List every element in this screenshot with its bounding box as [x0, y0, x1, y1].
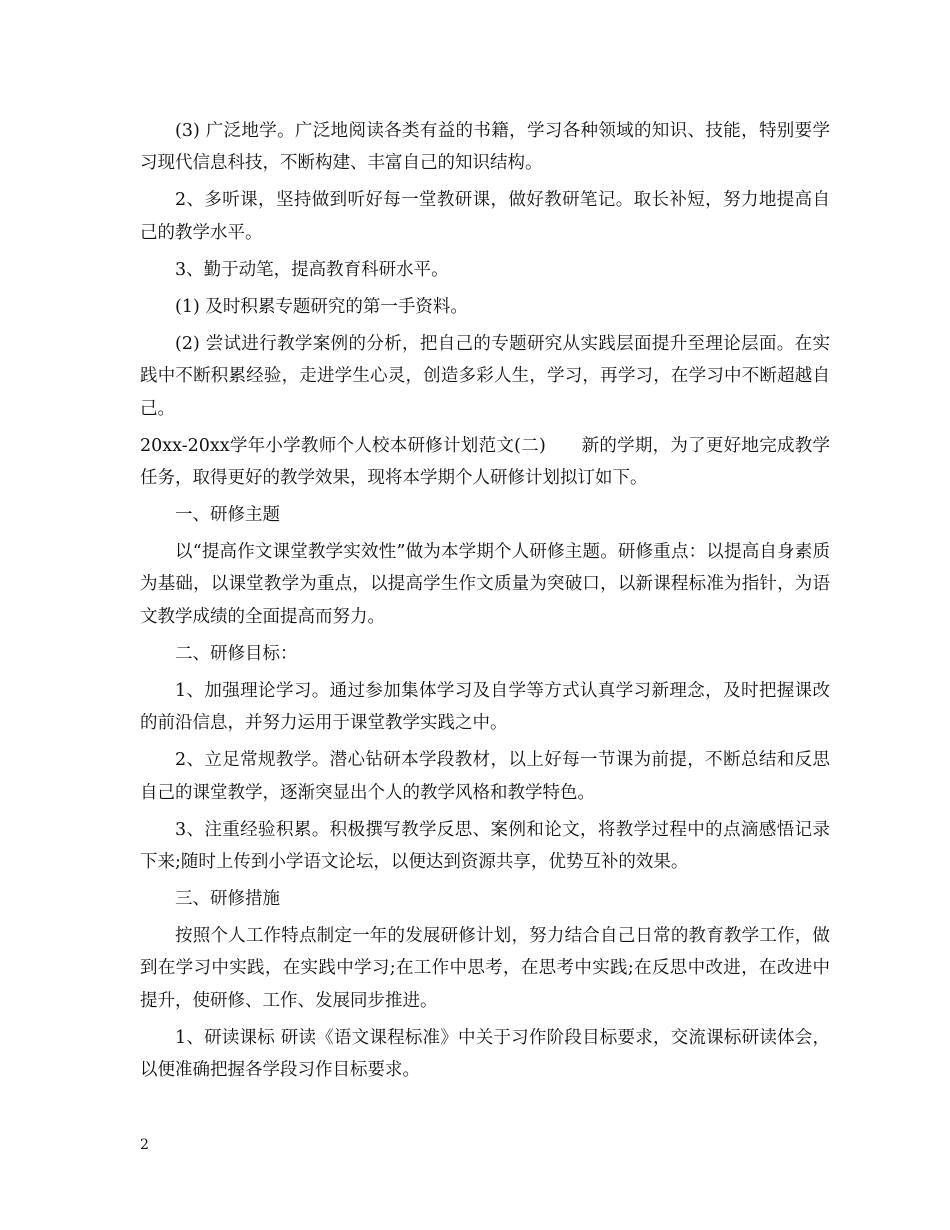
paragraph: 1、加强理论学习。通过参加集体学习及自学等方式认真学习新理念，及时把握课改的前沿信息，并努力运用于课堂教学实践之中。	[140, 680, 830, 734]
paragraph: 以“提高作文课堂教学实效性”做为本学期个人研修主题。研修重点：以提高自身素质为基础，以课堂教学为重点，以提高学生作文质量为突破口，以新课程标准为指针，为语文教学成绩的全面提高而努力。	[140, 542, 830, 627]
paragraph: 3、注重经验积累。积极撰写教学反思、案例和论文，将教学过程中的点滴感悟记录下来;随时上传到小学语文论坛，以便达到资源共享，优势互补的效果。	[140, 819, 830, 873]
paragraph: 二、研修目标：	[175, 643, 298, 664]
paragraph: 一、研修主题	[175, 505, 280, 526]
paragraph: 2、立足常规教学。潜心钻研本学段教材，以上好每一节课为前提，不断总结和反思自己的课堂教学，逐渐突显出个人的教学风格和教学特色。	[140, 750, 830, 803]
paragraph: 三、研修措施	[175, 889, 280, 910]
paragraph: 3、勤于动笔，提高教育科研水平。	[175, 259, 449, 280]
paragraph: (3) 广泛地学。广泛地阅读各类有益的书籍，学习各种领域的知识、技能，特别要学习现代信息科技，不断构建、丰富自己的知识结构。	[140, 121, 830, 174]
document-body	[140, 115, 830, 1091]
paragraph: 1、研读课标 研读《语文课程标准》中关于习作阶段目标要求，交流课标研读体会，以便准确把握各学段习作目标要求。	[140, 1027, 830, 1081]
paragraph: (2) 尝试进行教学案例的分析，把自己的专题研究从实践层面提升至理论层面。在实践中不断积累经验，走进学生心灵，创造多彩人生，学习，再学习，在学习中不断超越自己。	[140, 333, 830, 419]
paragraph: 按照个人工作特点制定一年的发展研修计划，努力结合自己日常的教育教学工作，做到在学习中实践，在实践中学习;在工作中思考，在思考中实践;在反思中改进，在改进中提升，使研修、工作、发展同步推进。	[140, 926, 830, 1011]
paragraph: (1) 及时积累专题研究的第一手资料。	[175, 296, 468, 317]
paragraph: 2、多听课，坚持做到听好每一堂教研课，做好教研笔记。取长补短，努力地提高自己的教学水平。	[140, 190, 830, 243]
paragraph: 20xx-20xx学年小学教师个人校本研修计划范文(二) 新的学期，为了更好地完成教学任务，取得更好的教学效果，现将本学期个人研修计划拟订如下。	[140, 435, 830, 489]
page-number: 2	[140, 1137, 149, 1153]
